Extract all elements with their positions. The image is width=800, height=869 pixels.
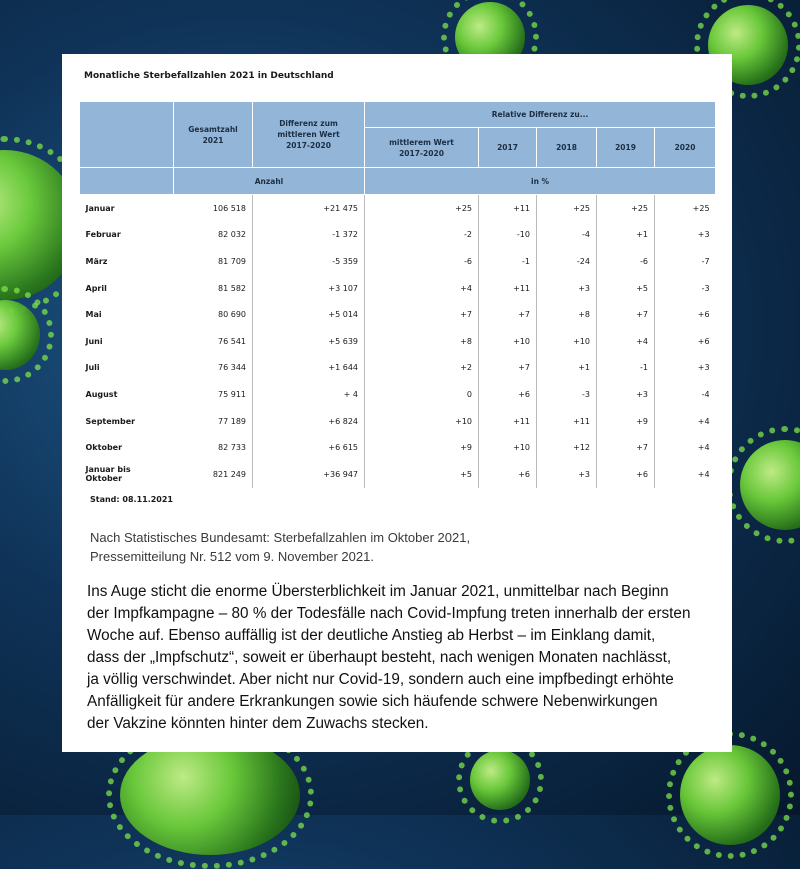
table-row: [80, 301, 716, 328]
table-cell: +1: [597, 222, 655, 249]
table-cell: +5 639: [253, 328, 365, 355]
table-cell: +6: [597, 461, 655, 488]
table-cell: +1 644: [253, 355, 365, 382]
table-row: [80, 355, 716, 382]
table-cell: +11: [479, 195, 537, 222]
table-row: [80, 195, 716, 222]
table-row: [80, 328, 716, 355]
table-cell: +6: [479, 461, 537, 488]
header-unit-blank: [80, 168, 174, 195]
table-cell: 0: [365, 381, 479, 408]
row-label: Juli: [85, 363, 100, 373]
table-cell: +7: [479, 301, 537, 328]
header-unit-anzahl: Anzahl: [174, 168, 365, 195]
table-cell: +3: [697, 363, 710, 373]
commentary-line: ja völlig verschwindet. Aber nicht nur Covid-19, sondern auch eine impfbedingt erhöhte: [87, 671, 674, 688]
table-cell: +8: [365, 328, 479, 355]
table-cell: -4: [537, 222, 597, 249]
table-cell: +3: [697, 230, 710, 240]
table-cell: -4: [701, 389, 710, 399]
row-label: Januar bis Oktober: [85, 465, 131, 484]
table-row: [80, 408, 716, 435]
source-line: Pressemitteilung Nr. 512 vom 9. November 2021.: [90, 549, 374, 564]
row-label: Juni: [85, 336, 103, 346]
table-cell: 77 189: [174, 408, 253, 435]
table-cell: +9: [597, 408, 655, 435]
table-cell: +4: [697, 443, 710, 453]
table-cell: 82 733: [174, 434, 253, 461]
commentary-paragraph: [87, 581, 727, 735]
table-cell: +6: [479, 381, 537, 408]
table-stand-date: Stand: 08.11.2021: [90, 495, 173, 504]
table-cell: 80 690: [174, 301, 253, 328]
virus-illustration: [680, 745, 780, 845]
table-cell: +36 947: [253, 461, 365, 488]
table-cell: +4: [365, 275, 479, 302]
table-cell: -1: [479, 248, 537, 275]
table-cell: 106 518: [174, 195, 253, 222]
content-card: [62, 54, 732, 752]
table-cell: +6 615: [253, 434, 365, 461]
table-cell: +5: [597, 275, 655, 302]
header-month: [80, 102, 174, 168]
header-differenz: Differenz zum mittleren Wert 2017-2020: [253, 102, 365, 168]
table-cell: + 4: [253, 381, 365, 408]
table-row: [80, 248, 716, 275]
table-row: [80, 461, 716, 488]
table-cell: -10: [479, 222, 537, 249]
table-cell: 821 249: [174, 461, 253, 488]
table-cell: 82 032: [174, 222, 253, 249]
row-label: April: [85, 283, 107, 293]
header-2019: 2019: [597, 128, 655, 168]
source-line: Nach Statistisches Bundesamt: Sterbefallzahlen im Oktober 2021,: [90, 530, 471, 545]
table-cell: 76 541: [174, 328, 253, 355]
table-cell: +6 824: [253, 408, 365, 435]
table-cell: -1 372: [253, 222, 365, 249]
header-relative: Relative Differenz zu...: [365, 102, 716, 128]
table-cell: +10: [365, 408, 479, 435]
virus-illustration: [740, 440, 800, 530]
virus-illustration: [0, 300, 40, 370]
header-2017: 2017: [479, 128, 537, 168]
table-cell: +10: [537, 328, 597, 355]
table-cell: +7: [597, 301, 655, 328]
table-cell: +9: [365, 434, 479, 461]
table-cell: +7: [365, 301, 479, 328]
table-cell: +3 107: [253, 275, 365, 302]
commentary-line: Woche auf. Ebenso auffällig ist der deutliche Anstieg ab Herbst – im Einklang damit,: [87, 627, 656, 644]
table-row: [80, 381, 716, 408]
commentary-line: der Vakzine könnten hinter dem Zuwachs stecken.: [87, 715, 429, 732]
row-label: Februar: [85, 230, 121, 240]
table-body: [80, 195, 716, 488]
row-label: August: [85, 389, 118, 399]
row-label: Mai: [85, 310, 102, 320]
table-cell: 81 709: [174, 248, 253, 275]
table-cell: 75 911: [174, 381, 253, 408]
commentary-line: dass der „Impfschutz“, soweit er überhaupt besteht, nach wenigen Monaten nachlässt,: [87, 649, 672, 666]
table-cell: +7: [597, 434, 655, 461]
table-cell: +3: [597, 381, 655, 408]
table-cell: +4: [597, 328, 655, 355]
table-cell: +6: [697, 310, 710, 320]
header-2018: 2018: [537, 128, 597, 168]
table-cell: +1: [537, 355, 597, 382]
table-cell: +25: [537, 195, 597, 222]
header-mittlerer: mittlerem Wert 2017-2020: [365, 128, 479, 168]
mortality-table: [79, 101, 716, 488]
table-cell: +7: [479, 355, 537, 382]
row-label: Oktober: [85, 443, 123, 453]
table-cell: +5 014: [253, 301, 365, 328]
table-cell: +10: [479, 328, 537, 355]
table-cell: +25: [692, 203, 710, 213]
table-cell: +25: [365, 195, 479, 222]
table-cell: +21 475: [253, 195, 365, 222]
row-label: Januar: [85, 203, 115, 213]
table-cell: -24: [537, 248, 597, 275]
table-cell: -6: [365, 248, 479, 275]
row-label: September: [85, 416, 136, 426]
table-cell: -3: [701, 283, 710, 293]
table-cell: +3: [537, 461, 597, 488]
virus-illustration: [120, 735, 300, 855]
table-cell: +11: [479, 408, 537, 435]
table-cell: -7: [701, 256, 710, 266]
table-cell: +4: [697, 469, 710, 479]
table-cell: -3: [537, 381, 597, 408]
commentary-line: Ins Auge sticht die enorme Übersterblichkeit im Januar 2021, unmittelbar nach Beginn: [87, 583, 669, 600]
table-cell: -1: [597, 355, 655, 382]
table-row: [80, 222, 716, 249]
header-2020: 2020: [655, 128, 716, 168]
table-cell: 81 582: [174, 275, 253, 302]
table-cell: +11: [479, 275, 537, 302]
header-unit-prozent: in %: [365, 168, 716, 195]
virus-illustration: [470, 750, 530, 810]
table-cell: -5 359: [253, 248, 365, 275]
table-cell: +8: [537, 301, 597, 328]
table-title: Monatliche Sterbefallzahlen 2021 in Deutschland: [84, 71, 334, 81]
table-cell: +2: [365, 355, 479, 382]
table-cell: +3: [537, 275, 597, 302]
table-cell: +4: [697, 416, 710, 426]
table-cell: 76 344: [174, 355, 253, 382]
row-label: März: [85, 256, 108, 266]
table-cell: +12: [537, 434, 597, 461]
table-cell: +10: [479, 434, 537, 461]
table-cell: -2: [365, 222, 479, 249]
table-cell: +25: [597, 195, 655, 222]
table-cell: +5: [365, 461, 479, 488]
commentary-line: der Impfkampagne – 80 % der Todesfälle nach Covid-Impfung treten innerhalb der ersten: [87, 605, 691, 622]
table-row: [80, 434, 716, 461]
header-gesamtzahl: Gesamtzahl 2021: [174, 102, 253, 168]
source-note: [90, 528, 690, 566]
table-cell: -6: [597, 248, 655, 275]
table-row: [80, 275, 716, 302]
commentary-line: Anfälligkeit für andere Erkrankungen sowie sich häufende schwere Nebenwirkungen: [87, 693, 658, 710]
table-cell: +11: [537, 408, 597, 435]
table-cell: +6: [697, 336, 710, 346]
